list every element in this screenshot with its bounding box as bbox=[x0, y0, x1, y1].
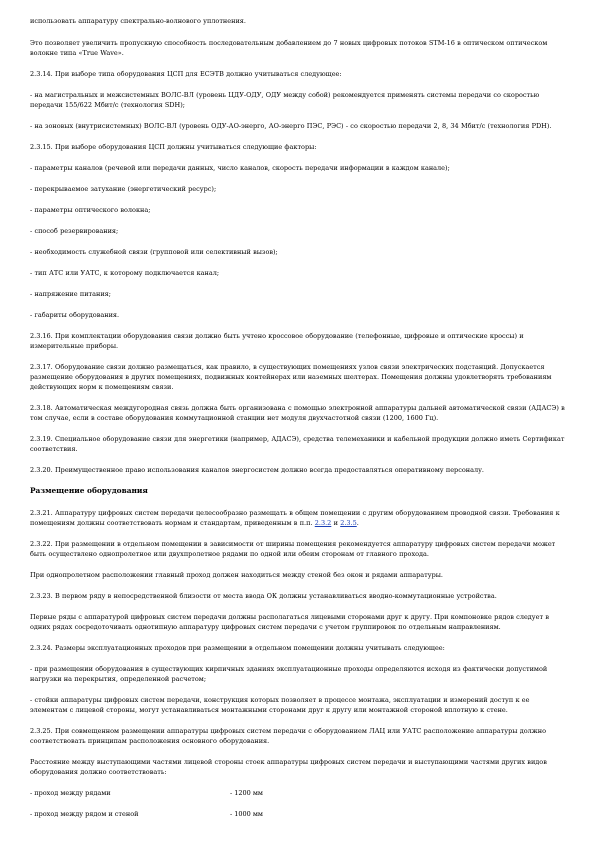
paragraph: 2.3.24. Размеры эксплуатационных проходов при размещении в отдельном помещении должны учитывать следующее: bbox=[30, 644, 445, 652]
paragraph: - при размещении оборудования в существующих кирпичных зданиях эксплуатационные проходы определяются исходя из фактически допустимой нагрузки на перекрытия, определенной расчетом; bbox=[30, 665, 548, 683]
paragraph: - параметры оптического волокна; bbox=[30, 206, 151, 214]
paragraph: 2.3.23. В первом ряду в непосредственной близости от места ввода ОК должны устанавливаться вводно-коммутационные устройства. bbox=[30, 592, 497, 600]
paragraph: - тип АТС или УАТС, к которому подключается канал; bbox=[30, 269, 220, 277]
paragraph: - габариты оборудования. bbox=[30, 311, 120, 319]
paragraph: 2.3.17. Оборудование связи должно размещаться, как правило, в существующих помещениях узлов связи электрических подстанций. Допускается размещение оборудования в других помещениях, подвижных контейнерах или наземных шелтерах. Помещения должны удовлетворять требованиям действующих норм к помещениям связи. bbox=[30, 363, 552, 391]
paragraph: - перекрываемое затухание (энергетический ресурс); bbox=[30, 185, 217, 193]
paragraph: 2.3.16. При комплектации оборудования связи должно быть учтено кроссовое оборудование (телефонные, цифровые и оптические кроссы) и измерительные приборы. bbox=[30, 332, 524, 350]
spacing-label: - проход между рядом и стеной bbox=[30, 810, 139, 818]
paragraph: - на зоновых (внутрисистемных) ВОЛС-ВЛ (уровень ОДУ-АО-энерго, АО-энерго ПЭС, РЭС) - со скоростью передачи 2, 8, 34 Мбит/с (технология PDH). bbox=[30, 122, 552, 130]
paragraph: - параметры каналов (речевой или передачи данных, число каналов, скорость передачи информации в каждом канале); bbox=[30, 164, 450, 172]
paragraph: Расстояние между выступающими частями лицевой стороны стоек аппаратуры цифровых систем передачи и выступающими частями других видов оборудования должно соответствовать: bbox=[30, 758, 547, 776]
link-2-3-5[interactable]: 2.3.5 bbox=[340, 519, 357, 527]
paragraph: При однопролетном расположении главный проход должен находиться между стеной без окон и рядами аппаратуры. bbox=[30, 571, 443, 579]
paragraph-text: . bbox=[356, 519, 359, 527]
spacing-row bbox=[30, 788, 567, 798]
paragraph-2321 bbox=[30, 508, 567, 528]
paragraph: 2.3.18. Автоматическая междугородная связь должна быть организована с помощью электронной аппаратуры дальней автоматической связи (АДАСЭ) в том случае, если в составе оборудования коммутационной станции нет модуля двухчастотной связи (1200, 1600 Гц). bbox=[30, 404, 565, 422]
paragraph: - напряжение питания; bbox=[30, 290, 111, 298]
paragraph: 2.3.20. Преимущественное право использования каналов энергосистем должно всегда предоставляться оперативному персоналу. bbox=[30, 466, 484, 474]
paragraph: 2.3.19. Специальное оборудование связи для энергетики (например, АДАСЭ), средства телемеханики и кабельной продукции должно иметь Сертификат соответствия. bbox=[30, 435, 565, 453]
spacing-row bbox=[30, 809, 567, 819]
paragraph: Это позволяет увеличить пропускную способность последовательным добавлением до 7 новых цифровых потоков STM-16 в оптическом оптическом волокне типа «True Wave». bbox=[30, 39, 548, 57]
section-heading: Размещение оборудования bbox=[30, 486, 148, 495]
spacing-value: - 1200 мм bbox=[230, 789, 263, 797]
paragraph: 2.3.14. При выборе типа оборудования ЦСП для ЕСЭТВ должно учитываться следующее: bbox=[30, 70, 342, 78]
spacing-label: - проход между рядами bbox=[30, 789, 111, 797]
spacing-value: - 1000 мм bbox=[230, 810, 263, 818]
paragraph: 2.3.25. При совмещенном размещении аппаратуры цифровых систем передачи с оборудованием ЛАЦ или УАТС расположение аппаратуры должно соответствовать принципам расположения основного оборудования. bbox=[30, 727, 546, 745]
paragraph: - стойки аппаратуры цифровых систем передачи, конструкция которых позволяет в процессе монтажа, эксплуатации и измерений доступ к ее элементам с лицевой стороны, могут устанавливаться монтажными сторонами друг к другу или монтажной стороной вплотную к стене. bbox=[30, 696, 530, 714]
paragraph: 2.3.22. При размещении в отдельном помещении в зависимости от ширины помещения рекомендуется аппаратуру цифровых систем передачи может быть осуществлено однопролетное или двухпролетное рядами по одной или обеим сторонам от главного прохода. bbox=[30, 540, 556, 558]
paragraph: Первые ряды с аппаратурой цифровых систем передачи должны располагаться лицевыми сторонами друг к другу. При компоновке рядов следует в одних рядах сосредоточивать однотипную аппаратуру цифровых систем передачи с учетом группировок по отдельным направлениям. bbox=[30, 613, 549, 631]
paragraph: - необходимость служебной связи (групповой или селективный вызов); bbox=[30, 248, 278, 256]
paragraph: использовать аппаратуру спектрально-волнового уплотнения. bbox=[30, 17, 246, 25]
link-2-3-2[interactable]: 2.3.2 bbox=[314, 519, 332, 527]
paragraph: 2.3.15. При выборе оборудования ЦСП должны учитываться следующие факторы: bbox=[30, 143, 317, 151]
paragraph-text: 2.3.21. Аппаратуру цифровых систем передачи целесообразно размещать в общем помещении с другим оборудованием проводной связи. Требования к помещениям должны соответствовать нормам и стандартам, приведенным в п.п. bbox=[30, 509, 560, 527]
paragraph: - способ резервирования; bbox=[30, 227, 119, 235]
paragraph-text: и bbox=[331, 519, 341, 527]
paragraph: - на магистральных и межсистемных ВОЛС-ВЛ (уровень ЦДУ-ОДУ, ОДУ между собой) рекомендуется применять системы передачи со скоростью передачи 155/622 Мбит/с (технология SDH); bbox=[30, 91, 540, 109]
